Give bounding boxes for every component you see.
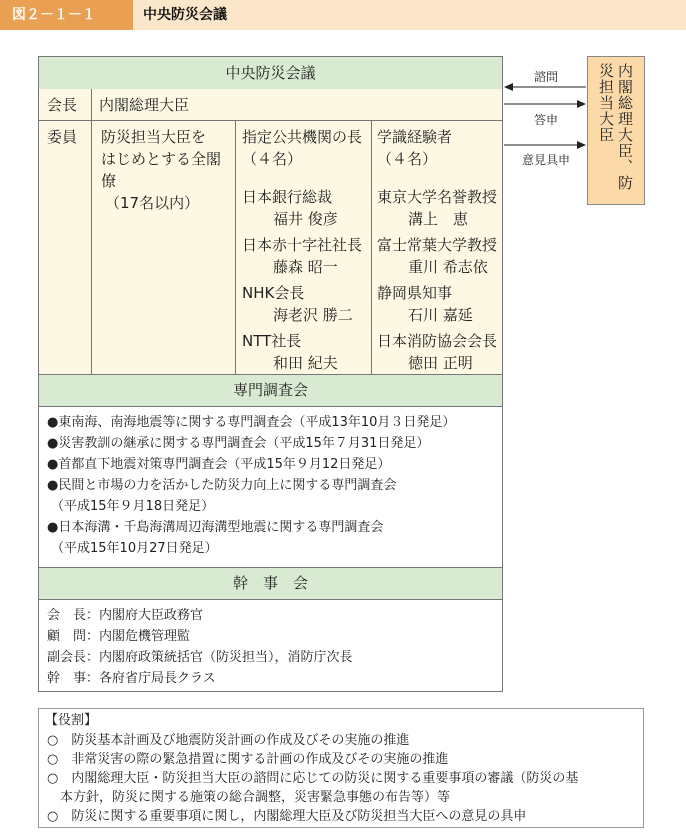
public-head-name: 和田 紀夫 [258,354,338,372]
committee-item: （平成15年10月27日発足） [51,541,218,556]
chair-label: 会長 [47,96,78,114]
ministers-line: はじめとする全閣 [101,150,222,168]
public-head-role: 日本銀行総裁 [242,188,333,206]
public-head-name: 海老沢 勝二 [258,306,353,324]
role-item: ○ 防災基本計画及び地震防災計画の作成及びその実施の推進 [47,733,410,748]
expert-committees-title: 専門調査会 [39,375,502,407]
roles-title: 【役割】 [45,713,98,728]
experts-count: （４名） [377,150,438,168]
role-item: ○ 防災に関する重要事項に関し，内閣総理大臣及び防災担当大臣への意見の具申 [47,809,527,824]
public-head-role: NTT社長 [242,332,302,350]
committee-item: ●災害教訓の継承に関する専門調査会（平成15年７月31日発足） [47,436,430,451]
public-head-name: 福井 俊彦 [258,210,338,228]
members-label: 委員 [47,128,78,146]
experts-title: 学識経験者 [377,128,453,146]
committee-item: ●日本海溝・千島海溝周辺海溝型地震に関する専門調査会 [47,520,384,535]
public-head-role: 日本赤十字社社長 [242,236,363,254]
role-item: ○ 内閣総理大臣・防災担当大臣の諮問に応じての防災に関する重要事項の審議（防災の基 [47,771,579,786]
committee-item: ●東南海、南海地震等に関する専門調査会（平成13年10月３日発足） [47,415,456,430]
role-item: ○ 非常災害の際の緊急措置に関する計画の作成及びその実施の推進 [47,752,449,767]
opinion-label: 意見具申 [521,153,570,167]
ministers-line: 僚 [101,172,117,190]
secretariat-item: 顧 問：内閣危機管理監 [47,629,191,644]
expert-name: 徳田 正明 [393,354,473,372]
figure-title: 中央防災会議 [143,7,227,23]
expert-role: 富士常葉大学教授 [377,236,498,254]
expert-role: 東京大学名誉教授 [377,188,498,206]
public-head-role: NHK会長 [242,284,305,302]
council-title: 中央防災会議 [39,57,502,90]
secretariat-item: 会 長：内閣府大臣政務官 [47,608,204,623]
expert-role: 日本消防協会会長 [377,332,498,350]
secretariat-item: 副会長：内閣府政策統括官（防災担当），消防庁次長 [47,650,353,665]
ministers-line: 防災担当大臣を [101,128,207,146]
committee-item: ●首都直下地震対策専門調査会（平成15年９月12日発足） [47,457,391,472]
ministers-line: （17名以内） [105,194,200,212]
public-head-name: 藤森 昭一 [258,258,338,276]
minister-box [587,56,645,205]
expert-role: 静岡県知事 [377,284,453,302]
expert-name: 重川 希志依 [393,258,488,276]
consult-label: 諮問 [533,70,558,84]
figure-number: 図２－１－１ [0,0,133,30]
reply-label: 答申 [533,113,558,127]
expert-name: 石川 嘉延 [393,306,473,324]
role-item: 本方針，防災に関する施策の総合調整，災害緊急事態の布告等）等 [47,790,451,805]
secretariat-title: 幹 事 会 [39,568,502,600]
chair-value: 内閣総理大臣 [99,96,190,114]
expert-name: 溝上 恵 [393,210,469,228]
secretariat-item: 幹 事：各府省庁局長クラス [47,671,216,686]
committee-item: （平成15年９月18日発足） [51,499,215,514]
roles-box [38,708,644,828]
minister-label: 内閣総理大臣、防災担当大臣 [597,63,634,191]
committee-item: ●民間と市場の力を活かした防災力向上に関する専門調査会 [47,478,397,493]
public-heads-count: （４名） [242,150,303,168]
public-heads-title: 指定公共機関の長 [242,128,363,146]
